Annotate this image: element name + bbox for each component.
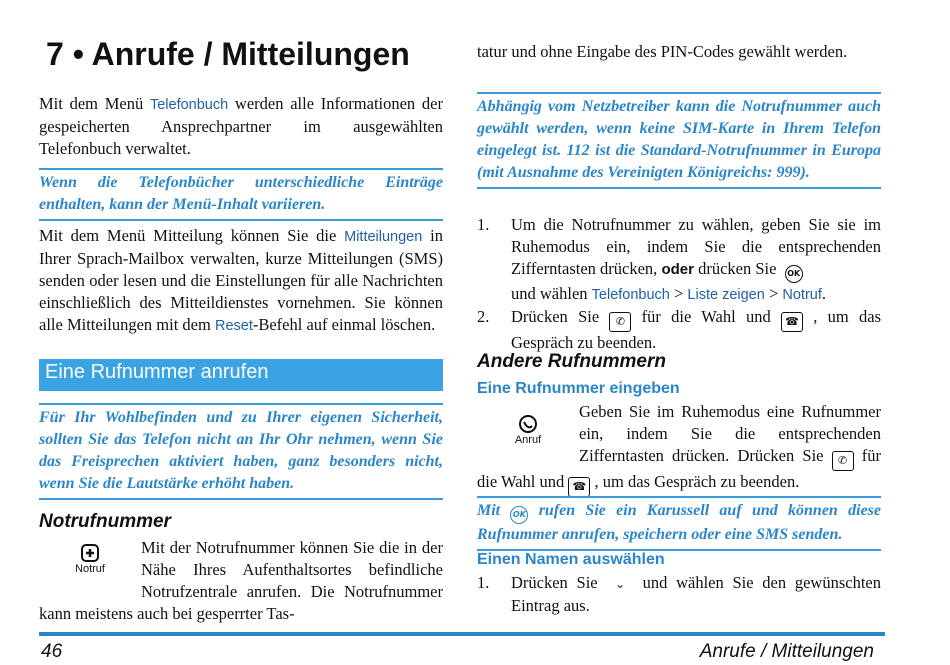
messages-text-mid: in Ihrer Sprach-Mailbox verwalten, kurze Mitteilungen (SMS) senden oder lesen und die Einstellungen für alle Nachrichten einschließlich des Mitteildienstes vornehmen. Sie können alle Mitteilungen mit dem: [39, 226, 443, 334]
step-1-text: Um die Notrufnummer zu wählen, geben Sie sie im Ruhemodus ein, indem Sie die entsprechenden Zifferntasten drücken,: [511, 215, 881, 278]
messages-text-end: -Befehl auf einmal löschen.: [252, 315, 436, 334]
step-1-oder: oder: [661, 261, 694, 278]
note-karussell-text: Mit: [477, 502, 511, 519]
step-1-sep2: >: [764, 284, 783, 303]
step-name-1-text: Drücken Sie: [511, 573, 607, 592]
end-call-key-icon-2: ☎: [568, 477, 590, 497]
step-1-number: 1.: [477, 215, 490, 234]
steps-name: [477, 572, 881, 617]
rufnummer-text: Geben Sie im Ruhemodus eine Rufnummer ein, indem Sie die entsprechenden Zifferntasten drücken. Drücken Sie: [579, 402, 881, 465]
step-2-text: Drücken Sie: [511, 307, 610, 326]
nav-down-key-icon: ⌄: [615, 577, 626, 591]
notruf-icon-label: Notruf: [75, 563, 105, 575]
step-1: [477, 214, 881, 306]
rufnummer-text-end: , um das Gespräch zu beenden.: [590, 472, 800, 491]
step-2-number: 2.: [477, 307, 490, 326]
notruf-paragraph: [39, 537, 443, 625]
link-telefonbuch-2[interactable]: Telefonbuch: [591, 287, 670, 303]
link-mitteilungen[interactable]: Mitteilungen: [344, 229, 423, 245]
call-key-icon: ✆: [609, 312, 631, 332]
link-liste-zeigen[interactable]: Liste zeigen: [687, 287, 765, 303]
step-name-1-number: 1.: [477, 573, 490, 592]
heading-rufnummer-eingeben: Eine Rufnummer eingeben: [477, 380, 680, 397]
page-number: 46: [41, 641, 63, 662]
end-call-key-icon: ☎: [781, 312, 803, 332]
messages-paragraph: [39, 225, 443, 337]
notruf-text: Mit der Notrufnummer können Sie die in der Nähe Ihres Aufenthaltsortes befindliche Notrufzentrale anrufen. Die Notrufnummer kann meistens auch bei gesperrter Tas-: [39, 538, 443, 623]
note-sim: Abhängig vom Netzbetreiber kann die Notrufnummer auch gewählt werden, wenn keine SIM-Karte in Ihrem Telefon eingelegt ist. 112 ist die Standard-Notrufnummer in Europa (mit Ausnahme des Vereinigten Königreichs: 999).: [477, 92, 881, 189]
step-1-sep1: >: [669, 284, 688, 303]
intro-text-end: werden alle Informationen der gespeicherten Ansprechpartner im ausgewählten Telefonbuch verwaltet.: [39, 94, 443, 158]
call-key-icon-2: ✆: [832, 451, 854, 471]
steps-emergency: [477, 214, 881, 354]
continued-paragraph: tatur und ohne Eingabe des PIN-Codes gewählt werden.: [477, 42, 848, 61]
step-name-1-end: und wählen Sie den gewünschten Eintrag aus.: [511, 573, 881, 615]
anruf-icon-label: Anruf: [514, 434, 542, 446]
heading-andere-rufnummern: Andere Rufnummern: [477, 351, 666, 372]
intro-text: Mit dem Menü: [39, 94, 150, 113]
step-2-end: , um das Gespräch zu beenden.: [511, 307, 881, 352]
link-telefonbuch[interactable]: Telefonbuch: [149, 97, 229, 113]
note-karussell-text-end: rufen Sie ein Karussell auf und können diese Rufnummer anrufen, speichern oder eine SMS senden.: [477, 502, 881, 543]
rufnummer-paragraph: [477, 401, 881, 497]
step-2: [477, 306, 881, 354]
step-2-mid: für die Wahl und: [631, 307, 781, 326]
note-telefonbuecher: Wenn die Telefonbücher unterschiedliche Einträge enthalten, kann der Menü-Inhalt variieren.: [39, 168, 443, 221]
step-1-end: .: [821, 284, 826, 303]
note-safety: Für Ihr Wohlbefinden und zu Ihrer eigenen Sicherheit, sollten Sie das Telefon nicht an Ihr Ohr nehmen, wenn Sie das Freisprechen aktiviert haben, ganz besonders nicht, wenn Sie die Lautstärke erhöht haben.: [39, 403, 443, 500]
link-reset[interactable]: Reset: [214, 318, 253, 334]
intro-paragraph: [39, 93, 443, 160]
ok-key-icon: OK: [785, 265, 803, 283]
messages-text: Mit dem Menü Mitteilung können Sie die: [39, 226, 345, 245]
footer-chapter: Anrufe / Mitteilungen: [699, 641, 874, 662]
note-karussell: [477, 496, 881, 551]
link-notruf[interactable]: Notruf: [782, 287, 822, 303]
step-1-mid: drücken Sie: [693, 259, 781, 278]
heading-notrufnummer: Notrufnummer: [39, 511, 171, 532]
section-band: Eine Rufnummer anrufen: [39, 359, 443, 391]
page-title: 7 • Anrufe / Mitteilungen: [46, 36, 410, 72]
step-name-1: [477, 572, 881, 617]
heading-namen-auswaehlen: Einen Namen auswählen: [477, 551, 665, 568]
footer-rule: [39, 632, 885, 636]
rufnummer-text-2: für die Wahl und: [477, 446, 881, 491]
step-1-and: und wählen: [511, 284, 592, 303]
ok-key-icon-2: OK: [510, 506, 528, 524]
